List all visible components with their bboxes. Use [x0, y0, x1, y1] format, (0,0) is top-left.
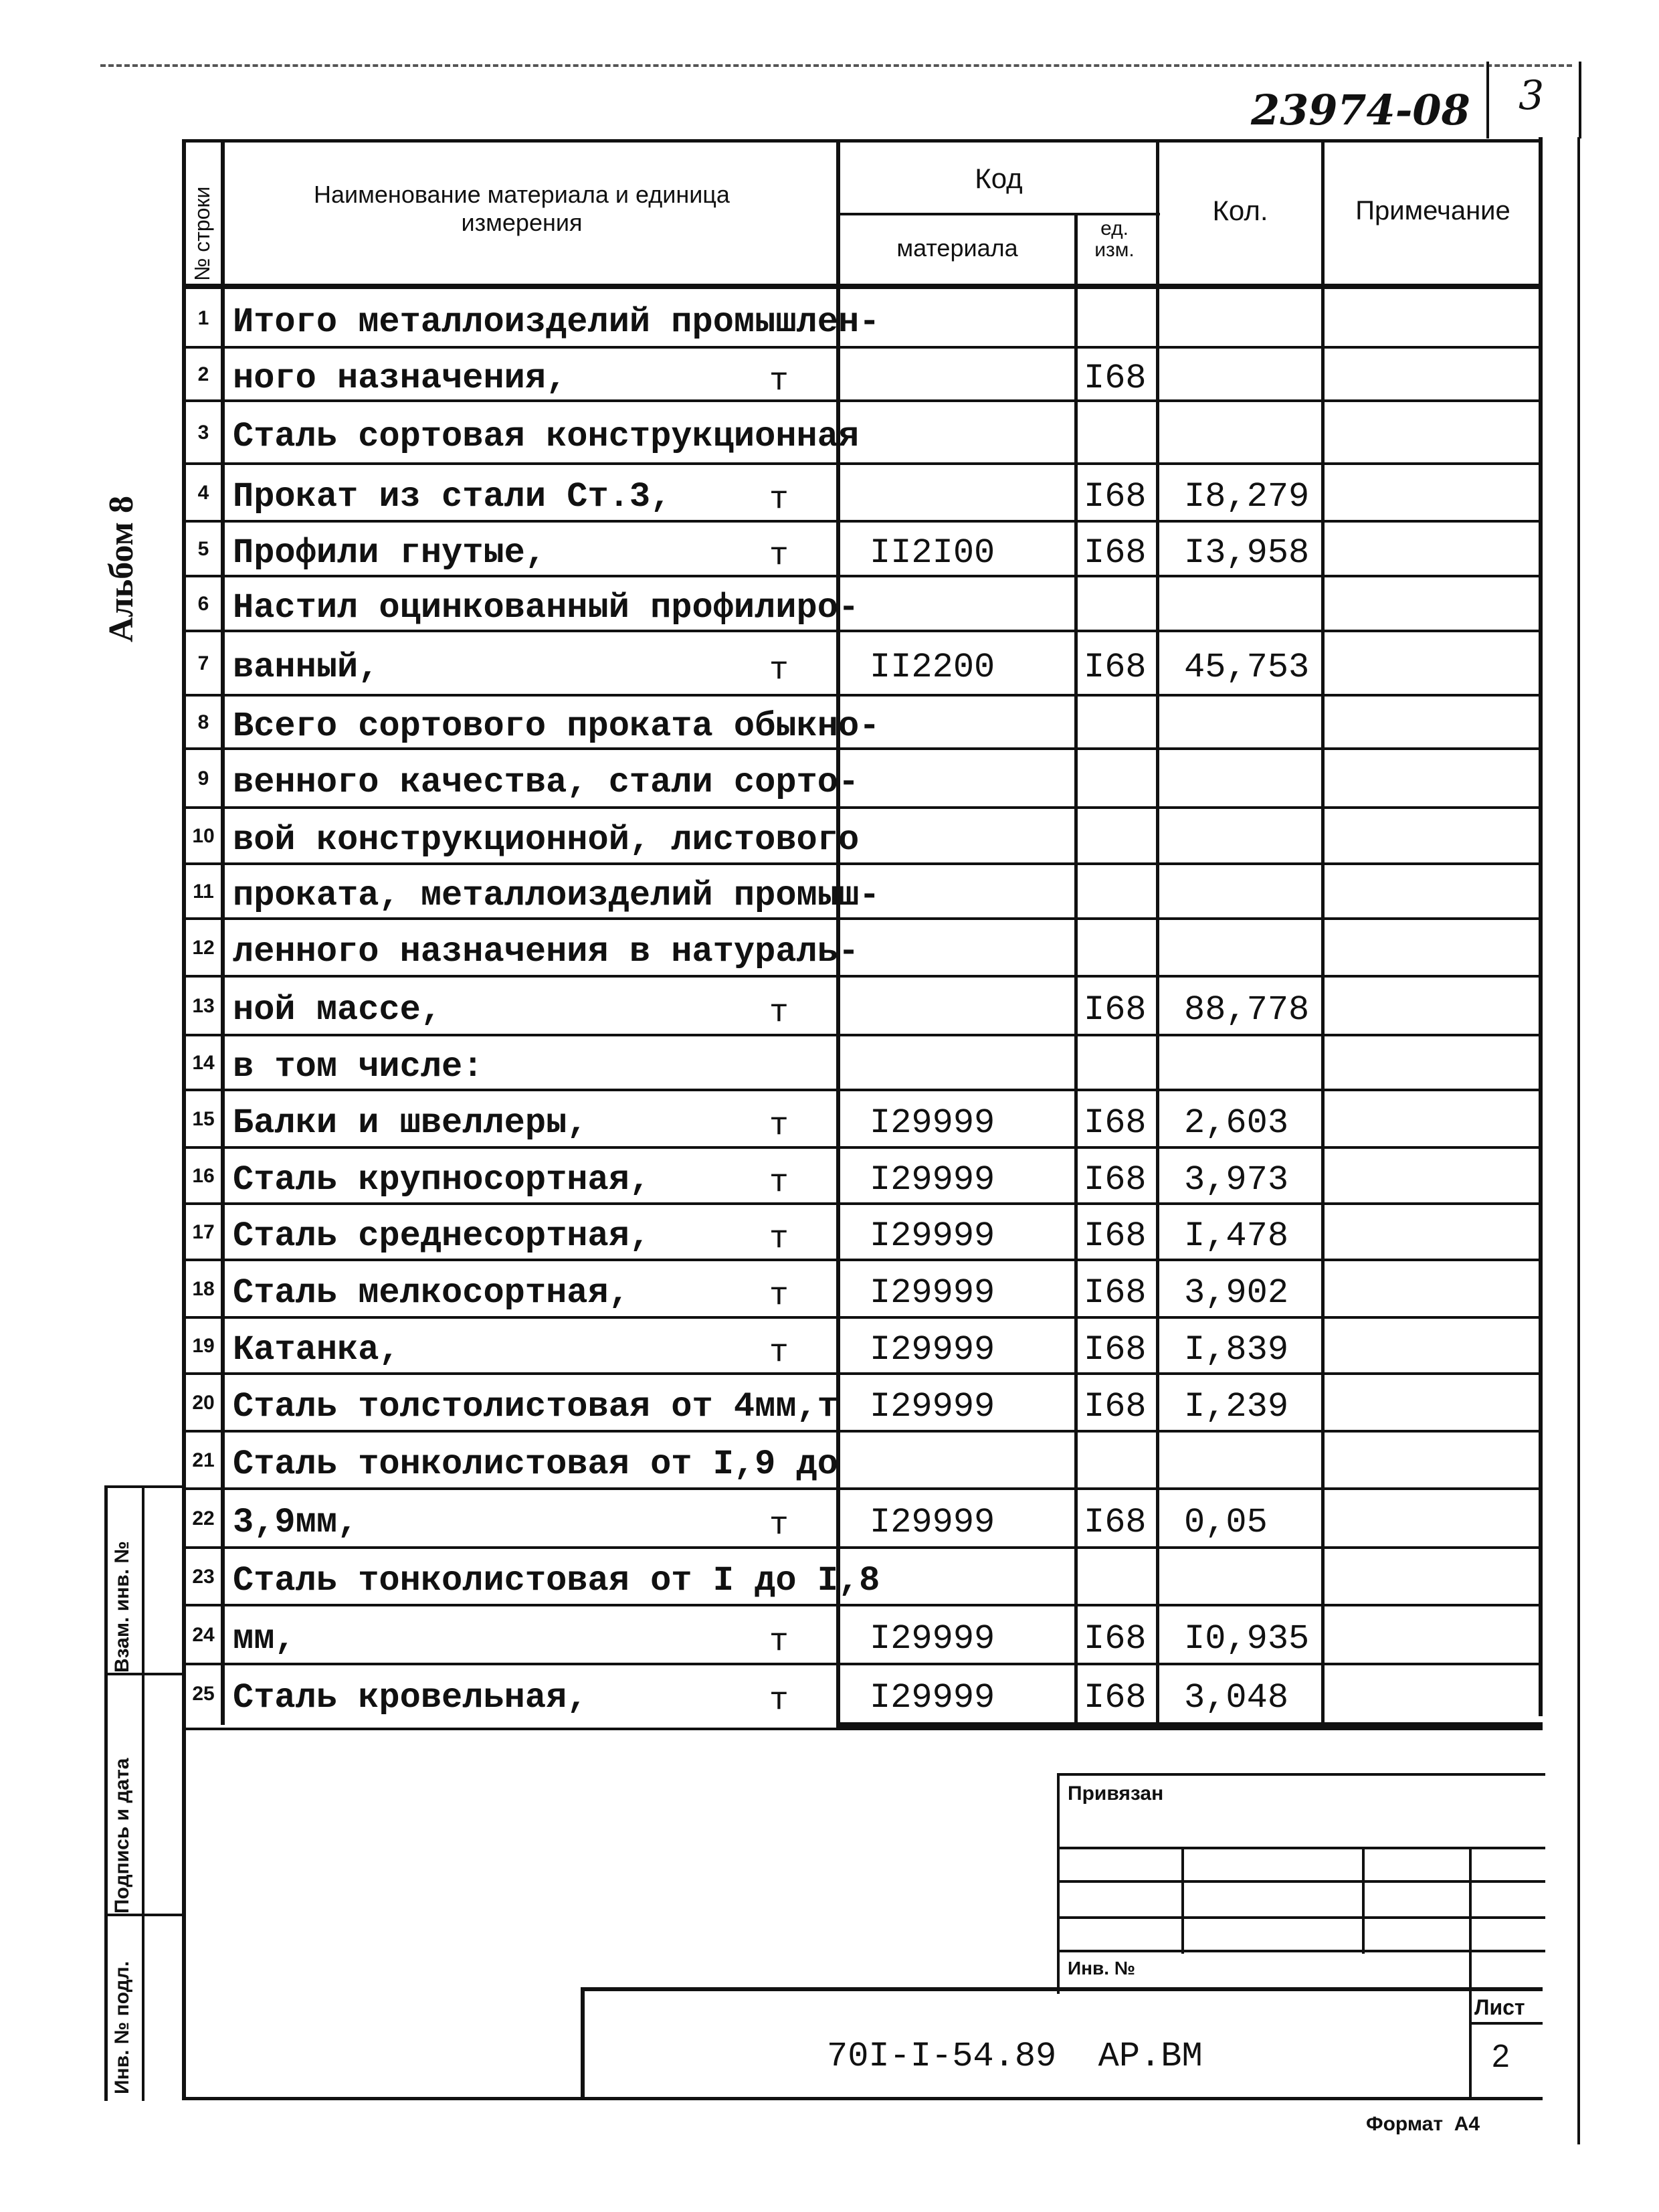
row-divider [182, 917, 1543, 920]
row-divider [182, 346, 1543, 349]
row-number: 10 [192, 825, 215, 847]
row-code: I29999 [870, 1216, 995, 1256]
row-divider [182, 1372, 1543, 1375]
stamp-privyazan: Привязан [1068, 1782, 1164, 1805]
frame-bottom [182, 2097, 1543, 2100]
row-number: 2 [197, 363, 209, 385]
row-number: 12 [192, 937, 215, 959]
stamp-grid-v1 [1181, 1847, 1184, 1954]
row-divider [182, 1089, 1543, 1091]
frame-bottom-line [182, 1728, 1543, 1730]
album-label: Альбом 8 [102, 496, 140, 642]
row-name: Сталь тонколистовая от I до I,8 [233, 1561, 880, 1600]
row-name: Катанка, [233, 1330, 400, 1370]
side-stamp-left [104, 1485, 108, 2101]
row-number: 13 [192, 995, 215, 1017]
header-bottom [182, 284, 1543, 289]
row-divider [182, 1487, 1543, 1490]
row-number: 23 [192, 1566, 215, 1588]
row-unit-code: I68 [1084, 359, 1147, 398]
stamp-grid-v3 [1469, 1847, 1472, 2100]
row-number: 9 [197, 767, 209, 790]
header-code: Код [975, 163, 1023, 194]
row-number: 21 [192, 1449, 215, 1471]
row-name: Сталь крупносортная, [233, 1160, 651, 1200]
row-qty: 3,973 [1184, 1160, 1289, 1200]
row-qty: 45,753 [1184, 648, 1310, 687]
stamp-sheet-line [1469, 2022, 1543, 2025]
right-border-inner [1539, 137, 1543, 1716]
row-unit-code: I68 [1084, 990, 1147, 1030]
row-unit: т [769, 1507, 789, 1544]
row-qty: 2,603 [1184, 1103, 1289, 1143]
row-code: II2200 [870, 648, 995, 687]
row-divider [182, 630, 1543, 632]
header-row-num: № строки [190, 186, 214, 281]
row-number: 5 [197, 538, 209, 560]
row-unit-code: I68 [1084, 1216, 1147, 1256]
side-inv-podl-label: Инв. № подл. [111, 1960, 133, 2094]
header-unit-code: ед. изм. [1094, 217, 1135, 261]
row-code: I29999 [870, 1103, 995, 1143]
row-code: I29999 [870, 1273, 995, 1313]
row-code: I29999 [870, 1160, 995, 1200]
stamp-main-left [581, 1987, 585, 2100]
row-unit: т [769, 1108, 789, 1144]
row-divider [182, 520, 1543, 523]
row-unit-code: I68 [1084, 1503, 1147, 1542]
top-dash-line [100, 64, 1572, 67]
col-code-right [1074, 214, 1078, 1725]
page-number-box-right [1579, 62, 1581, 139]
row-unit: т [769, 482, 789, 518]
stamp-sheet-number: 2 [1492, 2039, 1510, 2074]
row-code: I29999 [870, 1619, 995, 1659]
row-divider [182, 1604, 1543, 1606]
row-qty: I8,279 [1184, 477, 1310, 517]
row-number: 16 [192, 1165, 215, 1187]
row-code: I29999 [870, 1503, 995, 1542]
row-unit-code: I68 [1084, 1330, 1147, 1370]
row-number: 25 [192, 1683, 215, 1705]
row-unit-code: I68 [1084, 1273, 1147, 1313]
row-divider [182, 1546, 1543, 1549]
row-name: ленного назначения в натураль- [233, 932, 860, 972]
row-name: Сталь мелкосортная, [233, 1273, 629, 1313]
row-number: 24 [192, 1624, 215, 1646]
row-divider [182, 694, 1543, 697]
row-name: Итого металлоизделий промышлен- [233, 302, 880, 342]
row-unit: т [769, 1624, 789, 1660]
header-mid [836, 213, 1160, 215]
row-name: Сталь сортовая конструкционная [233, 417, 860, 456]
row-name: в том числе: [233, 1047, 484, 1087]
side-podpis-label: Подпись и дата [111, 1758, 133, 1914]
row-divider [182, 1259, 1543, 1261]
row-name: Балки и швеллеры, [233, 1103, 588, 1143]
row-number: 11 [193, 881, 214, 903]
stamp-privyazan-left [1057, 1773, 1060, 1994]
page-number-box-left [1486, 62, 1489, 139]
row-number: 14 [192, 1052, 215, 1074]
stamp-sheet-label: Лист [1474, 1995, 1525, 2019]
row-number: 4 [197, 482, 209, 504]
row-name: Сталь толстолистовая от 4мм,т [233, 1387, 838, 1426]
stamp-grid-line1 [1057, 1847, 1545, 1849]
row-divider [182, 747, 1543, 750]
row-divider [182, 1430, 1543, 1433]
row-unit: т [769, 1278, 789, 1314]
row-qty: I,239 [1184, 1387, 1289, 1426]
row-unit: т [769, 1335, 789, 1371]
row-number: 22 [192, 1507, 215, 1530]
row-number: 7 [197, 652, 209, 674]
row-code: II2I00 [870, 533, 995, 573]
row-name: Профили гнутые, [233, 533, 547, 573]
row-unit: т [769, 995, 789, 1031]
side-stamp-line2 [104, 1914, 185, 1916]
row-name: венного качества, стали сорто- [233, 763, 860, 802]
header-name: Наименование материала и единица измерения [314, 181, 730, 236]
stamp-grid-line3 [1057, 1916, 1545, 1919]
row-number: 1 [197, 307, 209, 329]
doc-number: 23974-08 [1251, 86, 1470, 134]
row-unit-code: I68 [1084, 1619, 1147, 1659]
row-number: 19 [192, 1335, 215, 1357]
row-qty: I,839 [1184, 1330, 1289, 1370]
row-name: ного назначения, [233, 359, 567, 398]
row-unit-code: I68 [1084, 648, 1147, 687]
row-code: I29999 [870, 1678, 995, 1718]
row-name: ной массе, [233, 990, 442, 1030]
row-number: 8 [197, 711, 209, 733]
row-divider [182, 462, 1543, 465]
table-left [182, 139, 186, 2100]
row-name: вой конструкционной, листового [233, 820, 860, 860]
stamp-privyazan-top [1057, 1773, 1545, 1776]
row-unit-code: I68 [1084, 1103, 1147, 1143]
row-unit: т [769, 1221, 789, 1257]
row-name: Сталь кровельная, [233, 1678, 588, 1718]
stamp-grid-v2 [1362, 1847, 1365, 1954]
stamp-grid-line4 [1057, 1950, 1545, 1952]
header-top [182, 139, 1543, 143]
row-qty: 0,05 [1184, 1503, 1268, 1542]
row-unit-code: I68 [1084, 1160, 1147, 1200]
row-qty: I3,958 [1184, 533, 1310, 573]
row-number: 15 [192, 1108, 215, 1130]
row-unit: т [769, 363, 789, 399]
row-unit-code: I68 [1084, 1387, 1147, 1426]
row-name: Настил оцинкованный профилиро- [233, 588, 860, 628]
row-qty: 3,048 [1184, 1678, 1289, 1718]
row-divider [182, 862, 1543, 865]
right-border [1577, 137, 1580, 2144]
row-name: 3,9мм, [233, 1503, 359, 1542]
stamp-grid-line2 [1057, 1880, 1545, 1883]
row-divider [182, 1663, 1543, 1665]
side-stamp-top [104, 1485, 185, 1488]
row-code: I29999 [870, 1330, 995, 1370]
table-bottom [836, 1722, 1543, 1728]
side-vzam-label: Взам. инв. № [111, 1541, 133, 1673]
row-unit: т [769, 1165, 789, 1201]
row-name: Всего сортового проката обыкно- [233, 707, 880, 746]
stamp-inv-no: Инв. № [1068, 1958, 1136, 1978]
row-unit-code: I68 [1084, 477, 1147, 517]
row-number: 20 [192, 1392, 215, 1414]
row-name: Сталь тонколистовая от I,9 до [233, 1445, 838, 1484]
row-divider [182, 1146, 1543, 1149]
row-code: I29999 [870, 1387, 995, 1426]
row-unit-code: I68 [1084, 1678, 1147, 1718]
format-label: Формат А4 [1366, 2113, 1480, 2135]
page-number: 3 [1519, 72, 1545, 119]
row-number: 17 [192, 1221, 215, 1243]
row-name: Прокат из стали Ст.3, [233, 477, 672, 517]
row-unit: т [769, 538, 789, 574]
header-material: материала [896, 234, 1018, 262]
row-name: Сталь среднесортная, [233, 1216, 651, 1256]
row-divider [182, 975, 1543, 978]
row-number: 3 [197, 422, 209, 444]
side-stamp-line1 [104, 1673, 185, 1675]
row-divider [182, 1202, 1543, 1205]
row-divider [182, 806, 1543, 809]
side-stamp-mid [142, 1485, 144, 2101]
row-divider [182, 1034, 1543, 1036]
row-name: мм, [233, 1619, 296, 1659]
row-name: ванный, [233, 648, 379, 687]
row-number: 6 [197, 593, 209, 615]
row-qty: I0,935 [1184, 1619, 1310, 1659]
row-qty: 88,778 [1184, 990, 1310, 1030]
row-qty: 3,902 [1184, 1273, 1289, 1313]
row-unit-code: I68 [1084, 533, 1147, 573]
row-divider [182, 1316, 1543, 1319]
row-number: 18 [192, 1278, 215, 1300]
stamp-designation: 70I-I-54.89 АР.ВМ [827, 2037, 1203, 2076]
stamp-main-top [581, 1987, 1543, 1991]
row-unit: т [769, 652, 789, 688]
row-unit: т [769, 1683, 789, 1719]
row-divider [182, 399, 1543, 402]
row-name: проката, металлоизделий промыш- [233, 876, 880, 915]
header-note: Примечание [1355, 196, 1510, 225]
header-qty: Кол. [1212, 195, 1268, 226]
row-qty: I,478 [1184, 1216, 1289, 1256]
row-divider [182, 575, 1543, 577]
